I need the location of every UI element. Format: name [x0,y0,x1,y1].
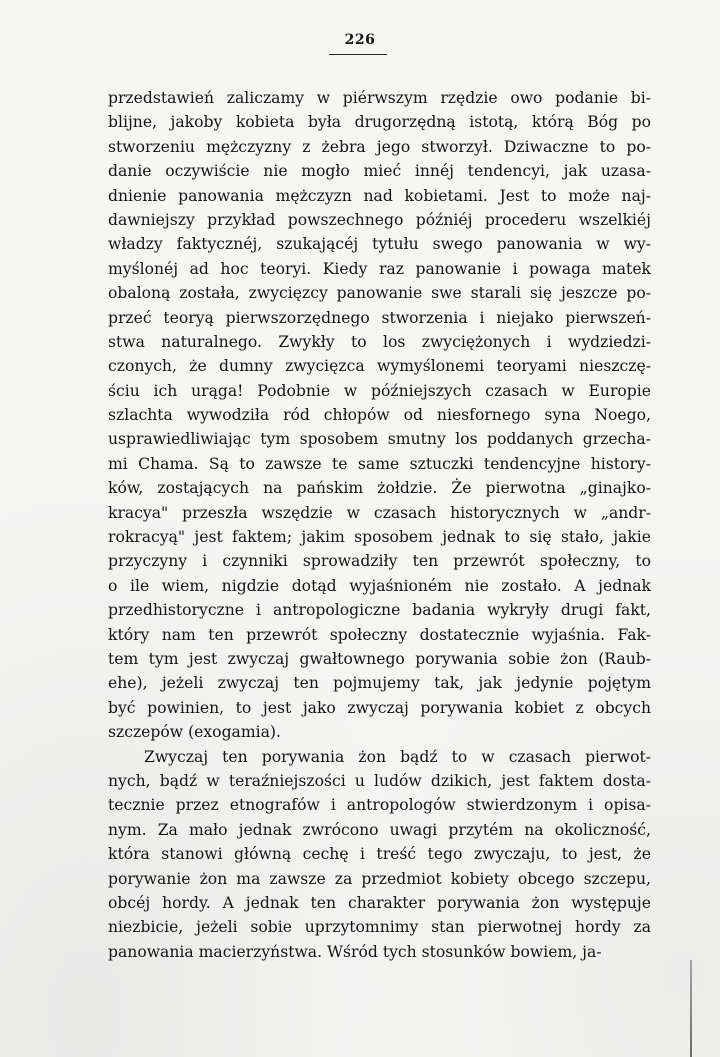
text-line: stwa naturalnego. Zwykły to los zwyciężonych i wydziedzi- [108,332,651,351]
text-line: rokracyą" jest faktem; jakim sposobem jednak to się stało, jakie [108,528,651,547]
text-line: który nam ten przewrót społeczny dostatecznie wyjaśnia. Fak- [108,625,651,644]
text-line: czonych, że dumny zwycięzca wymyślonemi teoryami nieszczę- [108,357,651,376]
text-line: przeć teoryą pierwszorzędnego stworzenia i niejako pierwszeń- [108,308,651,327]
text-line: nych, bądź w teraźniejszości u ludów dzikich, jest faktem dosta- [108,771,651,790]
text-line: nym. Za mało jednak zwrócono uwagi przytém na okoliczność, [108,820,651,839]
text-line: myślonéj ad hoc teoryi. Kiedy raz panowanie i powaga matek [108,259,651,278]
text-line: tem tym jest zwyczaj gwałtownego porywania sobie żon (Raub- [108,649,651,668]
text-line: która stanowi główną cechę i treść tego zwyczaju, to jest, że [108,845,651,864]
text-line: panowania macierzyństwa. Wśród tych stosunków bowiem, ja- [108,942,602,961]
text-line: niezbicie, jeżeli sobie uprzytomnimy stan pierwotnej hordy za [108,918,651,937]
text-line: władzy faktycznéj, szukającéj tytułu swego panowania w wy- [108,235,651,254]
page-number: 226 [344,32,376,48]
binding-edge-mark [690,960,692,1057]
body-text [108,86,651,964]
text-line: mi Chama. Są to zawsze te same sztuczki tendencyjne history- [108,454,651,473]
text-line: szczepów (exogamia). [108,723,281,742]
text-line: porywanie żon ma zawsze za przedmiot kobiety obcego szczepu, [108,869,651,888]
text-line: przyczyny i czynniki sprowadziły ten przewrót społeczny, to [108,552,651,571]
text-line: ków, zostających na pańskim żołdzie. Że pierwotna „ginajko- [108,479,651,498]
text-line: przedstawień zaliczamy w piérwszym rzędzie owo podanie bi- [108,89,651,107]
text-line: danie oczywiście nie mogło mieć innéj tendencyi, jak uzasa- [108,162,651,181]
text-line: obaloną została, zwycięzcy panowanie swe starali się jeszcze po- [108,284,651,303]
text-line: przedhistoryczne i antropologiczne badania wykryły drugi fakt, [108,601,651,620]
text-line: dawniejszy przykład powszechnego późniéj procederu wszelkiéj [108,210,651,229]
text-line: być powinien, to jest jako zwyczaj porywania kobiet z obcych [108,698,651,717]
text-line: o ile wiem, nigdzie dotąd wyjaśnioném nie zostało. A jednak [108,576,651,595]
text-line: kracya" przeszła wszędzie w czasach historycznych w „andr- [108,503,651,522]
text-line: ehe), jeżeli zwyczaj ten pojmujemy tak, jak jedynie pojętym [108,674,651,693]
paragraph [108,745,651,965]
text-line: usprawiedliwiając tym sposobem smutny los poddanych grzecha- [108,430,651,449]
text-line: tecznie przez etnografów i antropologów stwierdzonym i opisa- [108,796,651,815]
paragraph [108,86,651,745]
text-line: Zwyczaj ten porywania żon bądź to w czasach pierwot- [144,747,651,766]
text-line: szlachta wywodziła ród chłopów od niesfornego syna Noego, [108,406,651,425]
header-rule [329,54,387,55]
text-line: obcéj hordy. A jednak ten charakter porywania żon występuje [108,893,651,912]
text-line: stworzeniu mężczyzny z żebra jego stworzył. Dziwaczne to po- [108,137,651,156]
text-line: dnienie panowania mężczyzn nad kobietami. Jest to może naj- [108,186,651,205]
text-line: blijne, jakoby kobieta była drugorzędną istotą, którą Bóg po [108,113,651,132]
text-line: ściu ich urąga! Podobnie w późniejszych czasach w Europie [108,381,651,400]
